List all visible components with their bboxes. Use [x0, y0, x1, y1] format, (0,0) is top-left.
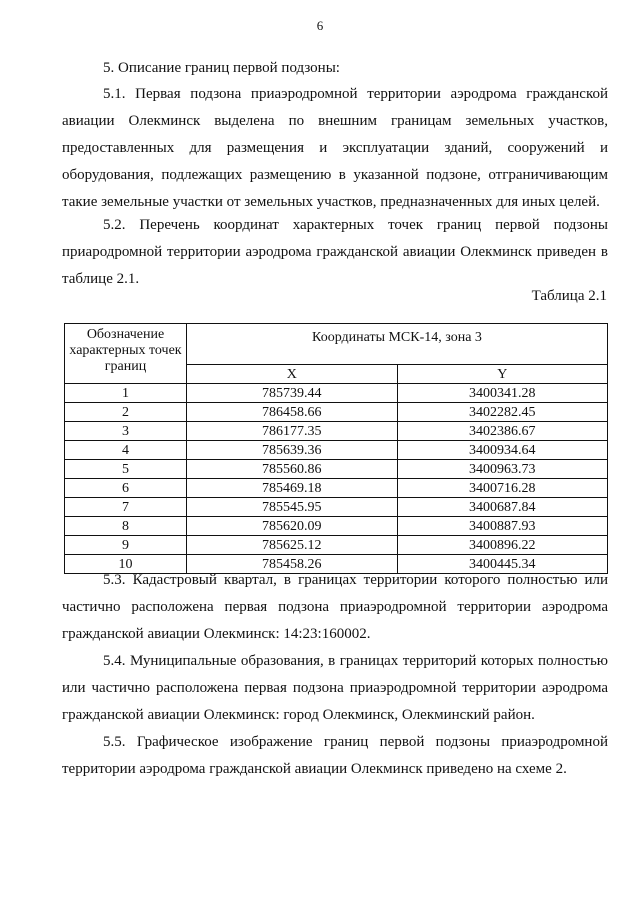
page-number: 6	[316, 18, 324, 33]
header-point-name: Обозначение характерных точек границ	[65, 324, 187, 384]
cell-point-number: 4	[65, 441, 187, 460]
cell-y: 3400934.64	[397, 441, 608, 460]
header-coordinate-system: Координаты МСК-14, зона 3	[187, 324, 608, 365]
cell-x: 786458.66	[187, 403, 398, 422]
paragraph-5-4: 5.4. Муниципальные образования, в границах территорий которых полностью или частично расположена первая подзона приаэродромной территории аэродрома гражданской авиации Олекминск: город Олекминск, Олекминский район.	[62, 653, 608, 723]
paragraph-5-2: 5.2. Перечень координат характерных точек границ первой подзоны приародромной территории аэродрома гражданской авиации Олекминск приведен в таблице 2.1.	[62, 217, 608, 287]
table-row	[65, 517, 608, 536]
cell-point-number: 7	[65, 498, 187, 517]
cell-point-number: 6	[65, 479, 187, 498]
header-y: Y	[397, 365, 608, 384]
paragraph-5-1: 5.1. Первая подзона приаэродромной территории аэродрома гражданской авиации Олекминск выделена по внешним границам земельных участков, предоставленных для размещения и эксплуатации зданий, сооружений и оборудования, подлежащих размещению в указанной подзоне, отграничивающим такие земельные участки от земельных участков, предназначенных для иных целей.	[62, 86, 608, 210]
cell-x: 785639.36	[187, 441, 398, 460]
cell-x: 786177.35	[187, 422, 398, 441]
table-caption: Таблица 2.1	[531, 288, 607, 304]
cell-y: 3400896.22	[397, 536, 608, 555]
table-row	[65, 422, 608, 441]
coordinates-table	[64, 323, 608, 574]
cell-y: 3400687.84	[397, 498, 608, 517]
cell-x: 785469.18	[187, 479, 398, 498]
paragraph-5-3: 5.3. Кадастровый квартал, в границах территории которого полностью или частично расположена первая подзона приаэродромной территории аэродрома гражданской авиации Олекминск: 14:23:160002.	[62, 572, 608, 642]
cell-x: 785458.26	[187, 555, 398, 574]
cell-point-number: 1	[65, 384, 187, 403]
table-row	[65, 479, 608, 498]
cell-point-number: 3	[65, 422, 187, 441]
cell-point-number: 5	[65, 460, 187, 479]
cell-x: 785620.09	[187, 517, 398, 536]
cell-y: 3400341.28	[397, 384, 608, 403]
cell-y: 3402282.45	[397, 403, 608, 422]
cell-x: 785625.12	[187, 536, 398, 555]
cell-y: 3400716.28	[397, 479, 608, 498]
cell-x: 785545.95	[187, 498, 398, 517]
section-heading: 5. Описание границ первой подзоны:	[103, 60, 340, 76]
paragraph-5-5: 5.5. Графическое изображение границ первой подзоны приаэродромной территории аэродрома гражданской авиации Олекминск приведено на схеме 2.	[62, 734, 608, 777]
table-row	[65, 441, 608, 460]
cell-y: 3402386.67	[397, 422, 608, 441]
cell-point-number: 8	[65, 517, 187, 536]
table-row	[65, 403, 608, 422]
cell-x: 785739.44	[187, 384, 398, 403]
cell-x: 785560.86	[187, 460, 398, 479]
cell-y: 3400445.34	[397, 555, 608, 574]
cell-point-number: 2	[65, 403, 187, 422]
cell-y: 3400887.93	[397, 517, 608, 536]
table-row	[65, 384, 608, 403]
cell-point-number: 10	[65, 555, 187, 574]
cell-y: 3400963.73	[397, 460, 608, 479]
cell-point-number: 9	[65, 536, 187, 555]
table-row	[65, 460, 608, 479]
table-row	[65, 536, 608, 555]
header-x: X	[187, 365, 398, 384]
table-row	[65, 498, 608, 517]
